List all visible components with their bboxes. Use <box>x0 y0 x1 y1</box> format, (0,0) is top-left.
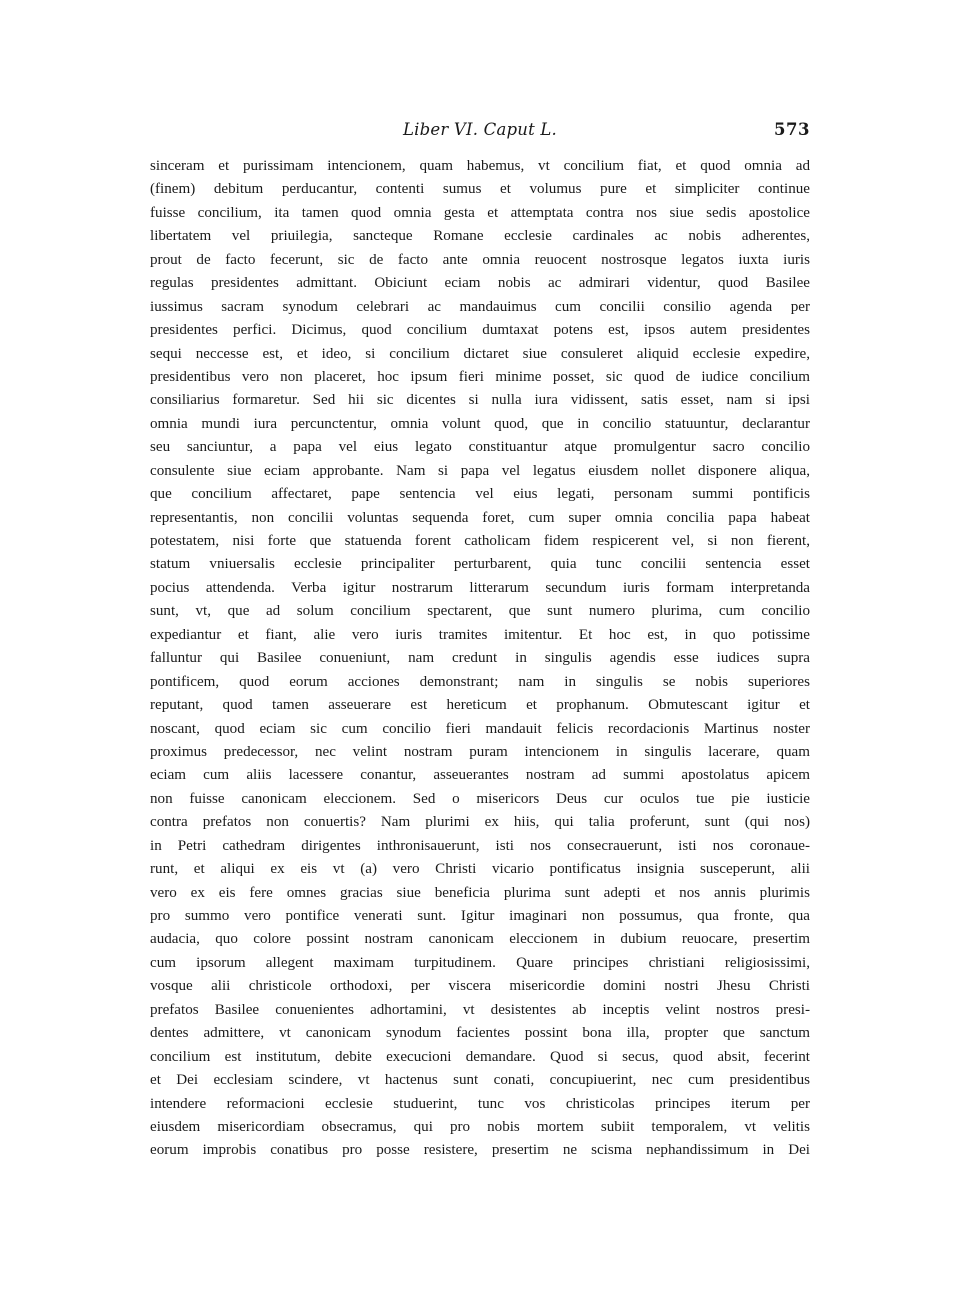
page-number: 573 <box>774 120 810 139</box>
text-line: audacia, quo colore possint nostram canonicam eleccionem in dubium reuocare, presertim <box>150 931 810 948</box>
text-line: regulas presidentes admittant. Obiciunt eciam nobis ac admirari videntur, quod Basilee <box>150 275 810 292</box>
running-title: Liber VI. Caput L. <box>403 120 557 139</box>
text-line: sequi neccesse est, et ideo, si concilium dictaret siue consuleret aliquid ecclesie expedire, <box>150 345 810 362</box>
text-line: pro summo vero pontifice venerati sunt. Igitur imaginari non possumus, qua fronte, qua <box>150 908 810 924</box>
text-line: sinceram et purissimam intencionem, quam habemus, vt concilium fiat, et quod omnia ad <box>150 158 810 174</box>
text-line: noscant, quod eciam sic cum concilio fieri mandauit felicis recordacionis Martinus noster <box>150 720 810 737</box>
text-line: vero ex eis fere omnes gracias siue beneficia plurima sunt adepti et nos annis plurimis <box>150 884 810 901</box>
text-line: vosque alii christicole orthodoxi, per viscera misericordie domini nostri Jhesu Christi <box>150 978 810 995</box>
text-line: que concilium affectaret, pape sentencia vel eius legati, personam summi pontificis <box>150 486 810 503</box>
text-line: concilium est institutum, debite execucioni demandare. Quod si secus, quod absit, fecerint <box>150 1048 810 1065</box>
text-line: dentes admittere, vt canonicam synodum facientes possint bona illa, propter que sanctum <box>150 1025 810 1042</box>
text-line: pocius attendenda. Verba igitur nostrarum litterarum secundum iuris formam interpretanda <box>150 579 810 596</box>
text-line: proximus predecessor, nec velint nostram puram intencionem in singulis lacerare, quam <box>150 743 810 760</box>
text-line: omnia mundi iura percunctentur, omnia volunt quod, que in concilio statuuntur, declarantur <box>150 415 810 432</box>
text-line: consulente siue eciam approbante. Nam si papa vel legatus eiusdem nollet disponere aliqua, <box>150 462 810 479</box>
text-line: et Dei ecclesiam scindere, vt hactenus sunt conati, concupiuerint, nec cum presidentibus <box>150 1072 810 1089</box>
text-line: consiliarius formaretur. Sed hii sic dicentes si nulla iura vidissent, satis esset, nam si ipsi <box>150 392 810 409</box>
text-line: pontificem, quod eorum acciones demonstrant; nam in singulis se nobis superiores <box>150 673 810 690</box>
text-line: intendere reformacioni ecclesie studuerint, tunc vos christicolas principes iterum per <box>150 1095 810 1112</box>
text-line: fuisse concilium, ita tamen quod omnia gesta et attemptata contra nos siue sedis apostolice <box>150 204 810 221</box>
text-line: presidentes perfici. Dicimus, quod concilium dumtaxat potens est, ipsos autem presidentes <box>150 322 810 339</box>
text-line: libertatem vel priuilegia, sancteque Romane ecclesie cardinales ac nobis adherentes, <box>150 228 810 245</box>
text-line: cum ipsorum allegent maximam turpitudinem. Quare principes christiani religiosissimi, <box>150 954 810 971</box>
text-line: representantis, non concilii voluntas sequenda foret, cum super omnia concilia papa habeat <box>150 509 810 526</box>
text-line: prefatos Basilee conuenientes adhortamini, vt desistentes ab inceptis velint nostros presi- <box>150 1001 810 1018</box>
text-line: eciam cum aliis lacessere conantur, asseuerantes nostram ad summi apostolatus apicem <box>150 767 810 784</box>
text-line: in Petri cathedram dirigentes inthronisauerunt, isti nos consecrauerunt, isti nos coronaue- <box>150 837 810 854</box>
text-line: runt, et aliqui ex eis vt (a) vero Christi vicario pontificatus insignia susceperunt, alii <box>150 861 810 878</box>
text-line: expediantur et fiant, alie vero iuris tramites imitentur. Et hoc est, in quo potissime <box>150 626 810 643</box>
text-line: eiusdem misericordiam obsecramus, qui pro nobis mortem subiit temporalem, vt velitis <box>150 1118 810 1135</box>
text-line: statum vniuersalis ecclesie principaliter perturbarent, quia tunc concilii sentencia esset <box>150 556 810 573</box>
text-line: non fuisse canonicam eleccionem. Sed o misericors Deus cur oculos tue pie iusticie <box>150 790 810 807</box>
text-line: sunt, vt, que ad solum concilium spectarent, que sunt numero plurima, cum concilio <box>150 603 810 620</box>
text-line: (finem) debitum perducantur, contenti sumus et volumus pure et simpliciter continue <box>150 181 810 198</box>
text-line: eorum improbis conatibus pro posse resistere, presertim ne scisma nephandissimum in Dei <box>150 1142 810 1159</box>
text-line: presidentibus vero non placeret, hoc ipsum fieri minime posset, sic quod de iudice concilium <box>150 368 810 385</box>
text-line: falluntur qui Basilee conueniunt, nam credunt in singulis agendis esse iudices supra <box>150 650 810 667</box>
text-line: reputant, quod tamen asseuerare est hereticum et prophanum. Obmutescant igitur et <box>150 697 810 714</box>
body-text <box>150 155 810 1163</box>
text-line: seu sanciuntur, a papa vel eius legato constituantur atque promulgentur sacro concilio <box>150 439 810 456</box>
text-line: iussimus sacram synodum celebrari ac mandauimus cum concilii consilio agenda per <box>150 298 810 315</box>
text-line: prout de facto fecerunt, sic de facto ante omnia reuocent nostrosque legatos iuxta iuris <box>150 251 810 268</box>
text-line: contra prefatos non conuertis? Nam plurimi ex hiis, qui talia proferunt, sunt (qui nos) <box>150 814 810 831</box>
running-header <box>150 118 810 142</box>
text-line: potestatem, nisi forte que statuenda forent catholicam fidem respicerent vel, si non fierent, <box>150 533 810 549</box>
